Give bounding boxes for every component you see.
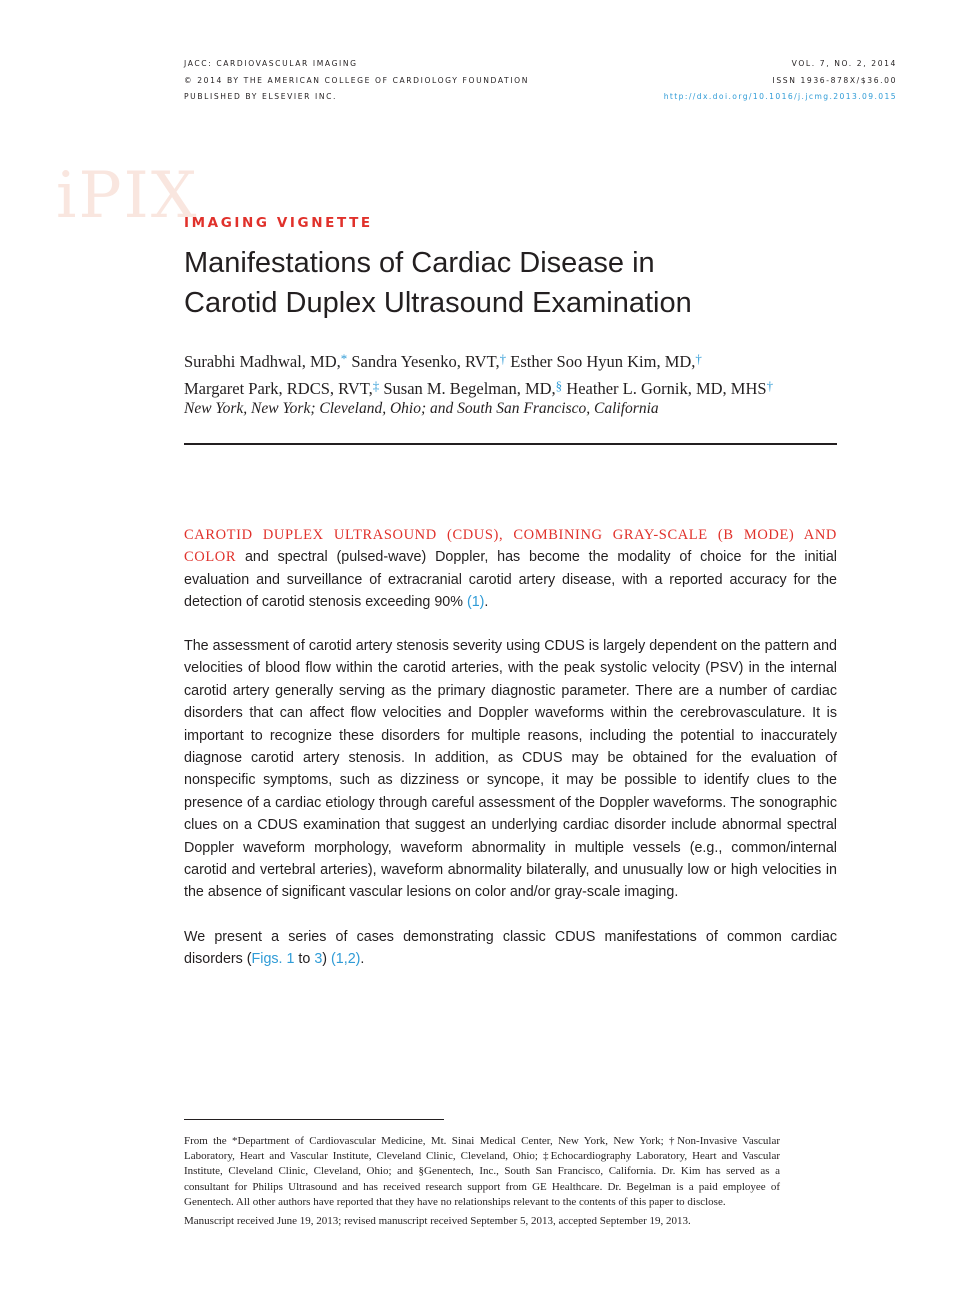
journal-header-left bbox=[184, 56, 529, 106]
author-name: Surabhi Madhwal, MD, bbox=[184, 352, 341, 371]
volume-line: VOL. 7, NO. 2, 2014 bbox=[791, 59, 897, 68]
section-label: IMAGING VIGNETTE bbox=[184, 215, 373, 231]
footnote-divider bbox=[184, 1119, 444, 1120]
paragraph-cases bbox=[184, 926, 837, 971]
author-name: Margaret Park, RDCS, RVT, bbox=[184, 379, 373, 398]
journal-header-right bbox=[664, 56, 897, 106]
punctuation: . bbox=[360, 951, 365, 968]
lead-in-caps: CAROTID DUPLEX ULTRASOUND (CDUS), COMBINING GRAY-SCALE (B MODE) AND COLOR bbox=[184, 527, 837, 566]
copyright-line: © 2014 BY THE AMERICAN COLLEGE OF CARDIOLOGY FOUNDATION bbox=[184, 75, 529, 85]
affiliation-marker[interactable]: † bbox=[499, 351, 507, 366]
paragraph-assessment: The assessment of carotid artery stenosis severity using CDUS is largely dependent on the pattern and velocities of blood flow within the carotid arteries, with the peak systolic velocity (PSV) in the internal carotid artery generally serving as the primary diagnostic parameter. There are a number of cardiac disorders that can affect flow velocities and Doppler waveforms within the cerebrovasculature. It is important to recognize these disorders for multiple reasons, including the potential to inaccurately diagnose carotid artery stenosis. In addition, as CDUS may be obtained for the evaluation of nonspecific symptoms, such as dizziness or syncope, it may be possible to identify clues to the presence of a cardiac etiology through careful assessment of the Doppler waveforms. The sonographic clues on a CDUS examination that suggest an underlying cardiac disorder include abnormal spectral Doppler waveform morphology, waveform abnormality in multiple vessels (e.g., common/internal carotid and vertebral arteries), waveform abnormality bilaterally, and unusually low or high velocities in the absence of significant vascular lesions on color and/or gray-scale imaging. bbox=[184, 638, 837, 901]
footnote-affiliations: From the *Department of Cardiovascular Medicine, Mt. Sinai Medical Center, New York, New York; †Non-Invasive Vascular Laboratory, Heart and Vascular Institute, Cleveland Clinic, Cleveland, Ohio; ‡Echocardiography Laboratory, Heart and Vascular Institute, Cleveland Clinic, Cleveland, Ohio; and §Genentech, Inc., South San Francisco, California. Dr. Kim has served as a consultant for Philips Ultrasound and has received research support from GE Healthcare. Dr. Begelman is a paid employee of Genentech. All other authors have reported that they have no relationships relevant to the contents of this paper to disclose. bbox=[184, 1135, 780, 1208]
affiliation-locations: New York, New York; Cleveland, Ohio; and South San Francisco, California bbox=[184, 400, 659, 417]
punctuation: . bbox=[484, 594, 489, 611]
title-line-1: Manifestations of Cardiac Disease in bbox=[184, 247, 655, 279]
footnote-dates: Manuscript received June 19, 2013; revised manuscript received September 5, 2013, accepted September 19, 2013. bbox=[184, 1215, 691, 1228]
paragraph-text: ) bbox=[322, 951, 332, 968]
author-list bbox=[184, 347, 844, 401]
paragraph-text: and spectral (pulsed-wave) Doppler, has become the modality of choice for the initial evaluation and surveillance of extracranial carotid artery disease, with a reported accuracy for the detection of carotid stenosis exceeding 90% bbox=[184, 549, 837, 611]
reference-link[interactable]: (1,2) bbox=[331, 951, 361, 968]
author-name: Esther Soo Hyun Kim, MD, bbox=[510, 352, 696, 371]
title-line-2: Carotid Duplex Ultrasound Examination bbox=[184, 287, 692, 319]
affiliation-marker[interactable]: † bbox=[766, 378, 774, 393]
ipix-watermark: iPIX bbox=[56, 159, 199, 233]
paragraph-text: to bbox=[294, 951, 315, 968]
author-name: Susan M. Begelman, MD, bbox=[383, 379, 556, 398]
paragraph-intro bbox=[184, 524, 837, 614]
figure-link[interactable]: 3 bbox=[314, 951, 323, 968]
doi-link[interactable]: http://dx.doi.org/10.1016/j.jcmg.2013.09.015 bbox=[663, 92, 897, 101]
journal-name: JACC: CARDIOVASCULAR IMAGING bbox=[184, 59, 358, 68]
reference-link[interactable]: (1) bbox=[466, 594, 485, 611]
affiliation-marker[interactable]: ‡ bbox=[372, 378, 380, 393]
article-title bbox=[184, 243, 864, 323]
title-divider bbox=[184, 443, 837, 445]
paragraph-text: We present a series of cases demonstrating classic CDUS manifestations of common cardiac disorders ( bbox=[184, 929, 837, 968]
publisher-line: PUBLISHED BY ELSEVIER INC. bbox=[184, 92, 338, 101]
figure-link[interactable]: Figs. 1 bbox=[251, 951, 295, 968]
author-name: Sandra Yesenko, RVT, bbox=[351, 352, 500, 371]
affiliation-marker[interactable]: * bbox=[340, 351, 348, 366]
author-name: Heather L. Gornik, MD, MHS bbox=[566, 379, 767, 398]
footnote bbox=[184, 1134, 780, 1229]
affiliation-marker[interactable]: § bbox=[555, 378, 563, 393]
issn-line: ISSN 1936-878X/$36.00 bbox=[772, 75, 897, 85]
affiliation-marker[interactable]: † bbox=[695, 351, 702, 366]
